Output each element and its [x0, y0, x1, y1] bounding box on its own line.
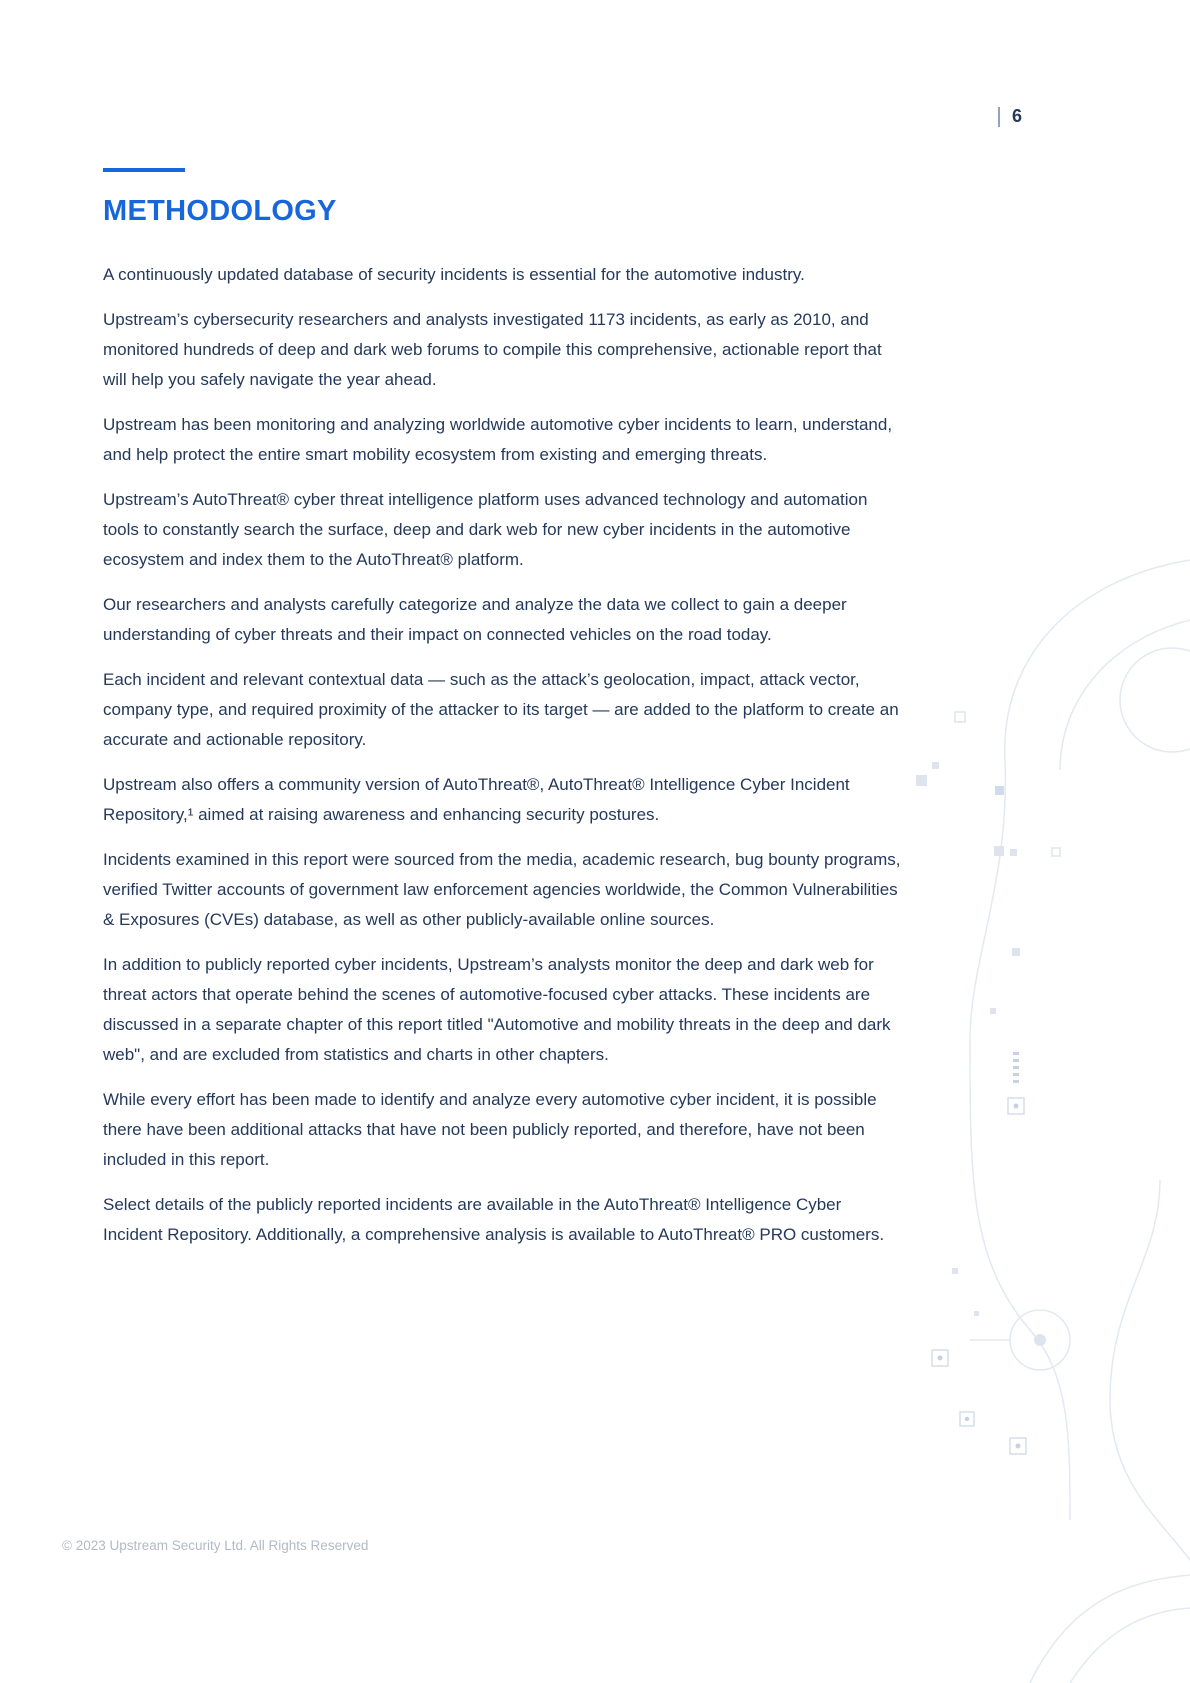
page-title: METHODOLOGY [103, 195, 337, 227]
body-paragraph: While every effort has been made to identify and analyze every automotive cyber incident, it is possible there have been additional attacks that have not been publicly reported, and therefore, have not been included in this report. [103, 1089, 877, 1169]
copyright-footer: © 2023 Upstream Security Ltd. All Rights Reserved [62, 1538, 369, 1553]
title-accent-dash [103, 168, 185, 172]
body-paragraph: Upstream also offers a community version of AutoThreat®, AutoThreat® Intelligence Cyber Incident Repository,¹ aimed at raising awareness and enhancing security postures. [103, 774, 850, 824]
body-paragraph: Upstream’s AutoThreat® cyber threat intelligence platform uses advanced technology and automation tools to constantly search the surface, deep and dark web for new cyber incidents in the automotive ecosystem and index them to the AutoThreat® platform. [103, 489, 868, 569]
body-paragraph: Incidents examined in this report were sourced from the media, academic research, bug bounty programs, verified Twitter accounts of government law enforcement agencies worldwide, the Common Vulnerabilities & Exposures (CVEs) database, as well as other publicly-available online sources. [103, 849, 901, 929]
body-paragraph: Upstream has been monitoring and analyzing worldwide automotive cyber incidents to learn, understand, and help protect the entire smart mobility ecosystem from existing and emerging threats. [103, 414, 893, 464]
body-paragraph: In addition to publicly reported cyber incidents, Upstream’s analysts monitor the deep and dark web for threat actors that operate behind the scenes of automotive-focused cyber attacks. These incidents are discussed in a separate chapter of this report titled "Automotive and mobility threats in the deep and dark web", and are excluded from statistics and charts in other chapters. [103, 954, 891, 1064]
content-column [103, 0, 903, 1265]
page-number [998, 106, 1022, 127]
body-copy [103, 260, 903, 1250]
body-paragraph: Each incident and relevant contextual data — such as the attack’s geolocation, impact, attack vector, company type, and required proximity of the attacker to its target — are added to the platform to create an accurate and actionable repository. [103, 669, 899, 749]
body-paragraph: Upstream’s cybersecurity researchers and analysts investigated 1173 incidents, as early as 2010, and monitored hundreds of deep and dark web forums to compile this comprehensive, actionable report that will help you safely navigate the year ahead. [103, 309, 882, 389]
page-number-separator [998, 107, 1000, 127]
decorative-circuit-graphic [910, 0, 1190, 1683]
body-paragraph: Select details of the publicly reported incidents are available in the AutoThreat® Intelligence Cyber Incident Repository. Additionally, a comprehensive analysis is available to AutoThreat® PRO customers. [103, 1194, 885, 1244]
body-paragraph: Our researchers and analysts carefully categorize and analyze the data we collect to gain a deeper understanding of cyber threats and their impact on connected vehicles on the road today. [103, 594, 847, 644]
body-paragraph: A continuously updated database of security incidents is essential for the automotive industry. [103, 264, 805, 284]
page-number-value: 6 [1012, 106, 1023, 126]
